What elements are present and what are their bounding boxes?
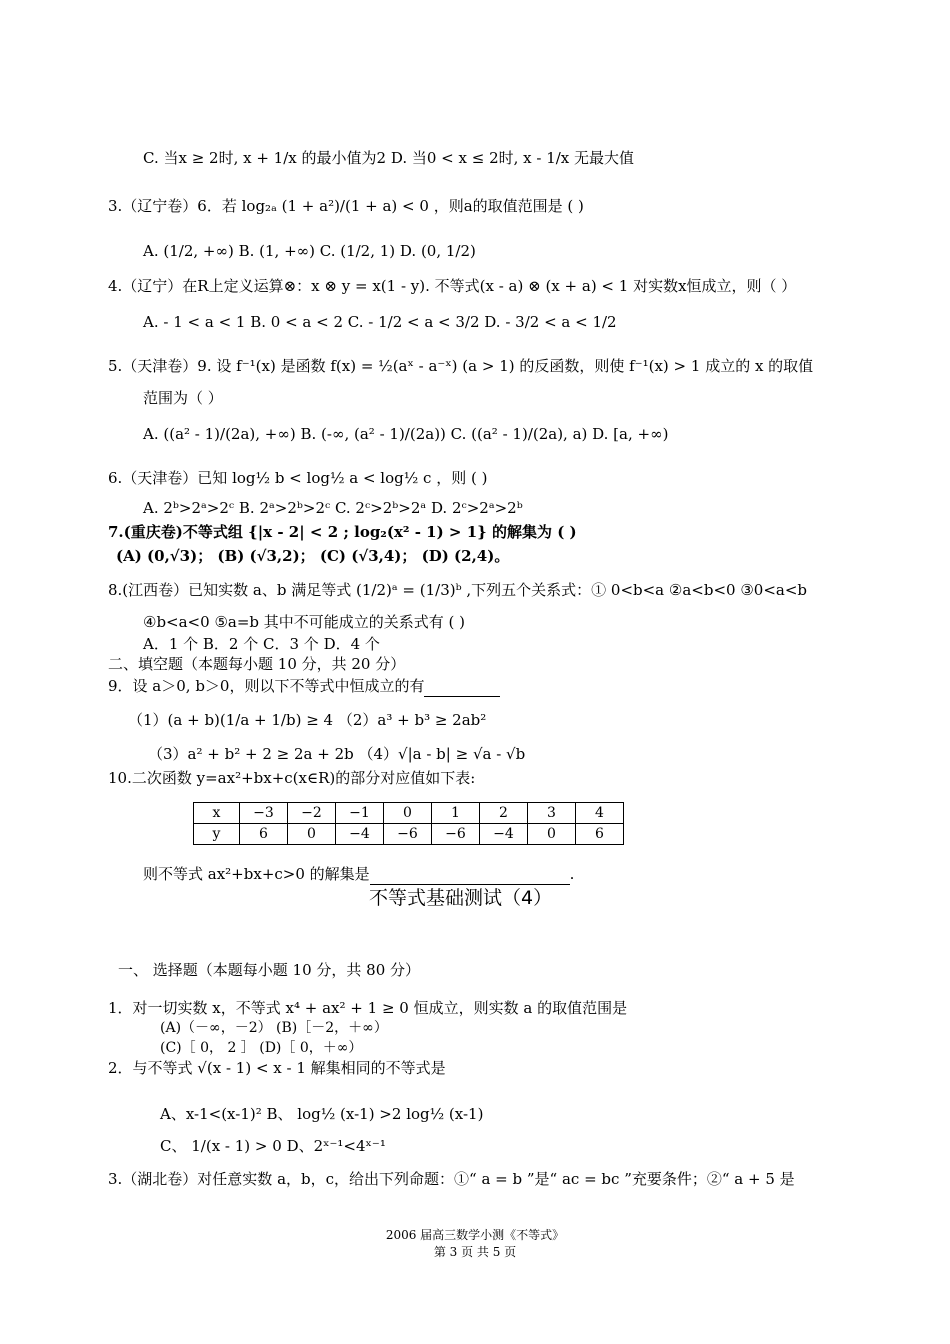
test-title: 不等式基础测试（4） [369, 887, 553, 909]
q4-options: A. - 1 < a < 1 B. 0 < a < 2 C. - 1/2 < a < 3/2 D. - 3/2 < a < 1/2 [143, 313, 617, 331]
q9-answer-blank [424, 676, 500, 697]
table-cell: −3 [240, 803, 288, 824]
q10-stem: 10.二次函数 y=ax²+bx+c(x∈R)的部分对应值如下表: [108, 769, 476, 787]
q3-stem: 3.（辽宁卷）6．若 log₂ₐ (1 + a²)/(1 + a) < 0 ，则a的取值范围是 ( ) [108, 197, 584, 215]
table-row [194, 803, 624, 824]
table-row [194, 824, 624, 845]
p1-stem: 1．对一切实数 x，不等式 x⁴ + ax² + 1 ≥ 0 恒成立，则实数 a 的取值范围是 [108, 999, 628, 1017]
section-choice-heading: 一、 选择题（本题每小题 10 分，共 80 分） [118, 961, 421, 979]
q10-answer-blank [370, 864, 570, 885]
table-header-y: y [194, 824, 240, 845]
table-cell: 3 [528, 803, 576, 824]
p2-options-ab: A、x-1<(x-1)² B、 log½ (x-1) >2 log½ (x-1) [160, 1105, 484, 1123]
q8-stem: 8.(江西卷）已知实数 a、b 满足等式 (1/2)ᵃ = (1/3)ᵇ ,下列五个关系式：① 0<b<a ②a<b<0 ③0<a<b [108, 581, 808, 599]
table-cell: 6 [240, 824, 288, 845]
table-cell: −2 [288, 803, 336, 824]
section-fill-in-heading: 二、填空题（本题每小题 10 分，共 20 分） [108, 655, 406, 673]
q9-items-1-2: （1）(a + b)(1/a + 1/b) ≥ 4 （2）a³ + b³ ≥ 2ab² [128, 711, 487, 729]
q10-value-table [193, 802, 624, 845]
q2-options-cd: C. 当x ≥ 2时, x + 1/x 的最小值为2 D. 当0 < x ≤ 2时, x - 1/x 无最大值 [143, 149, 635, 167]
table-cell: 0 [528, 824, 576, 845]
p1-options-cd: (C)［ 0， 2 ］ (D)［ 0，＋∞） [160, 1040, 363, 1056]
q5-options: A. ((a² - 1)/(2a), +∞) B. (-∞, (a² - 1)/(2a)) C. ((a² - 1)/(2a), a) D. [a, +∞) [143, 425, 669, 443]
table-cell: −4 [480, 824, 528, 845]
q4-stem: 4.（辽宁）在R上定义运算⊗：x ⊗ y = x(1 - y). 不等式(x - a) ⊗ (x + a) < 1 对实数x恒成立，则（ ） [108, 277, 797, 295]
q8-stem-cont: ④b<a<0 ⑤a=b 其中不可能成立的关系式有 ( ) [143, 613, 466, 631]
q9-stem: 9．设 a＞0, b＞0，则以下不等式中恒成立的有 [108, 676, 500, 697]
table-header-x: x [194, 803, 240, 824]
table-cell: −4 [336, 824, 384, 845]
p2-options-cd: C、 1/(x - 1) > 0 D、2ˣ⁻¹<4ˣ⁻¹ [160, 1137, 386, 1155]
table-cell: 0 [288, 824, 336, 845]
q7-options: (A) (0,√3)； (B) (√3,2)； (C) (√3,4)； (D) (2,4)。 [116, 547, 510, 565]
q9-items-3-4: （3）a² + b² + 2 ≥ 2a + 2b （4）√|a - b| ≥ √a - √b [148, 745, 526, 763]
q6-options: A. 2ᵇ>2ᵃ>2ᶜ B. 2ᵃ>2ᵇ>2ᶜ C. 2ᶜ>2ᵇ>2ᵃ D. 2ᶜ>2ᵃ>2ᵇ [143, 499, 523, 517]
q7-stem: 7.(重庆卷)不等式组 {|x - 2| < 2 ; log₂(x² - 1) > 1} 的解集为 ( ) [108, 523, 577, 541]
table-cell: 2 [480, 803, 528, 824]
table-cell: 6 [576, 824, 624, 845]
table-cell: −6 [384, 824, 432, 845]
table-cell: 4 [576, 803, 624, 824]
table-cell: −1 [336, 803, 384, 824]
q8-options: A．1 个 B．2 个 C．3 个 D．4 个 [143, 635, 380, 653]
p1-options-ab: (A)（－∞，－2） (B)［－2，＋∞） [160, 1020, 388, 1036]
footer-title: 2006 届高三数学小测《不等式》 [385, 1228, 565, 1242]
q3-options: A. (1/2, +∞) B. (1, +∞) C. (1/2, 1) D. (0, 1/2) [143, 242, 476, 260]
q6-stem: 6.（天津卷）已知 log½ b < log½ a < log½ c ，则 ( ) [108, 469, 488, 487]
q5-stem: 5.（天津卷）9. 设 f⁻¹(x) 是函数 f(x) = ½(aˣ - a⁻ˣ) (a > 1) 的反函数，则使 f⁻¹(x) > 1 成立的 x 的取值 [108, 357, 814, 375]
table-cell: −6 [432, 824, 480, 845]
q5-stem-cont: 范围为（ ） [143, 389, 223, 407]
footer-page-number: 第 3 页 共 5 页 [433, 1245, 517, 1259]
table-cell: 0 [384, 803, 432, 824]
table-cell: 1 [432, 803, 480, 824]
p2-stem: 2．与不等式 √(x - 1) < x - 1 解集相同的不等式是 [108, 1059, 446, 1077]
p3-stem: 3.（湖北卷）对任意实数 a，b，c，给出下列命题：①“ a = b ”是“ ac = bc ”充要条件；②“ a + 5 是 [108, 1170, 795, 1188]
q10-answer-line: 则不等式 ax²+bx+c>0 的解集是 . [143, 865, 575, 883]
